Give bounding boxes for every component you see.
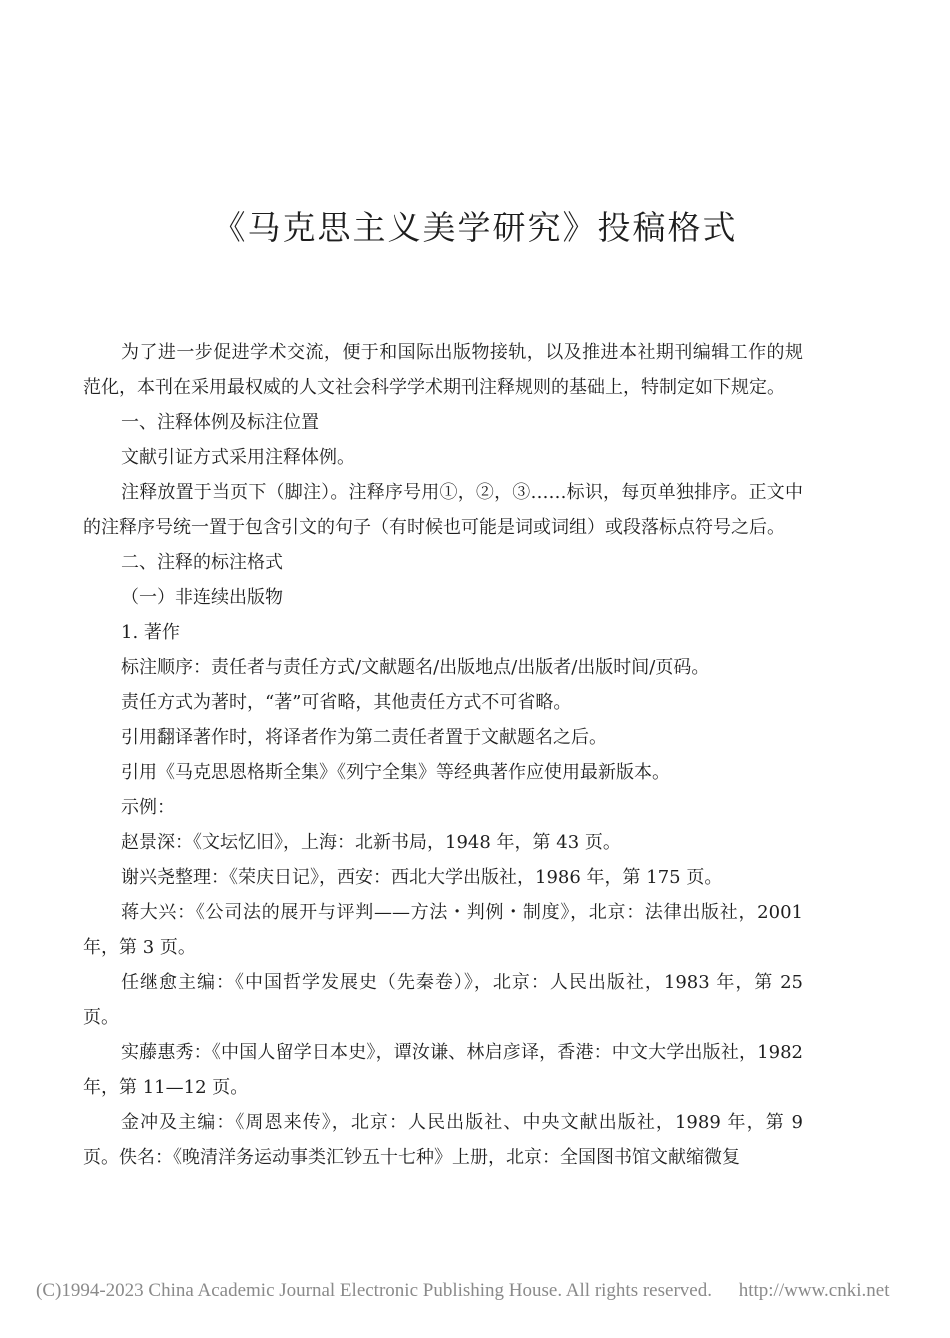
- example-label: 示例：: [121, 797, 175, 818]
- copyright-text: (C)1994-2023 China Academic Journal Electronic Publishing House. All rights reserved.: [36, 1280, 712, 1301]
- site-url: http://www.cnki.net: [738, 1280, 890, 1301]
- example-entry: 金冲及主编：《周恩来传》，北京：人民出版社、中央文献出版社，1989 年，第 9 页。佚名：《晚清洋务运动事类汇钞五十七种》上册，北京：全国图书馆文献缩微复: [83, 1112, 803, 1168]
- section-heading-1: 一、注释体例及标注位置: [121, 412, 319, 433]
- paragraph: 标注顺序：责任者与责任方式/文献题名/出版地点/出版者/出版时间/页码。: [121, 657, 710, 678]
- subsection-heading: （一）非连续出版物: [121, 587, 283, 608]
- subsection-heading: 1. 著作: [121, 622, 180, 643]
- paragraph-intro: 为了进一步促进学术交流，便于和国际出版物接轨，以及推进本社期刊编辑工作的规范化，本刊在采用最权威的人文社会科学学术期刊注释规则的基础上，特制定如下规定。: [83, 342, 803, 398]
- example-entry: 实藤惠秀：《中国人留学日本史》，谭汝谦、林启彦译，香港：中文大学出版社，1982 年，第 11—12 页。: [83, 1042, 803, 1098]
- copyright-footer: [36, 1280, 950, 1302]
- example-entry: 任继愈主编：《中国哲学发展史（先秦卷）》，北京：人民出版社，1983 年，第 25 页。: [83, 972, 803, 1028]
- paragraph: 引用翻译著作时，将译者作为第二责任者置于文献题名之后。: [121, 727, 607, 748]
- document-body: [83, 335, 803, 1175]
- paragraph: 责任方式为著时，“著”可省略，其他责任方式不可省略。: [121, 692, 572, 713]
- document-title: 《马克思主义美学研究》投稿格式: [212, 208, 738, 247]
- example-entry: 蒋大兴：《公司法的展开与评判——方法・判例・制度》，北京：法律出版社，2001 年，第 3 页。: [83, 902, 803, 958]
- example-entry: 谢兴尧整理：《荣庆日记》，西安：西北大学出版社，1986 年，第 175 页。: [121, 867, 723, 888]
- paragraph: 文献引证方式采用注释体例。: [121, 447, 355, 468]
- section-heading-2: 二、注释的标注格式: [121, 552, 283, 573]
- paragraph: 引用《马克思恩格斯全集》《列宁全集》等经典著作应使用最新版本。: [121, 762, 670, 783]
- paragraph: 注释放置于当页下（脚注）。注释序号用①，②，③……标识，每页单独排序。正文中的注释序号统一置于包含引文的句子（有时候也可能是词或词组）或段落标点符号之后。: [83, 482, 803, 538]
- example-entry: 赵景深：《文坛忆旧》，上海：北新书局，1948 年，第 43 页。: [121, 832, 621, 853]
